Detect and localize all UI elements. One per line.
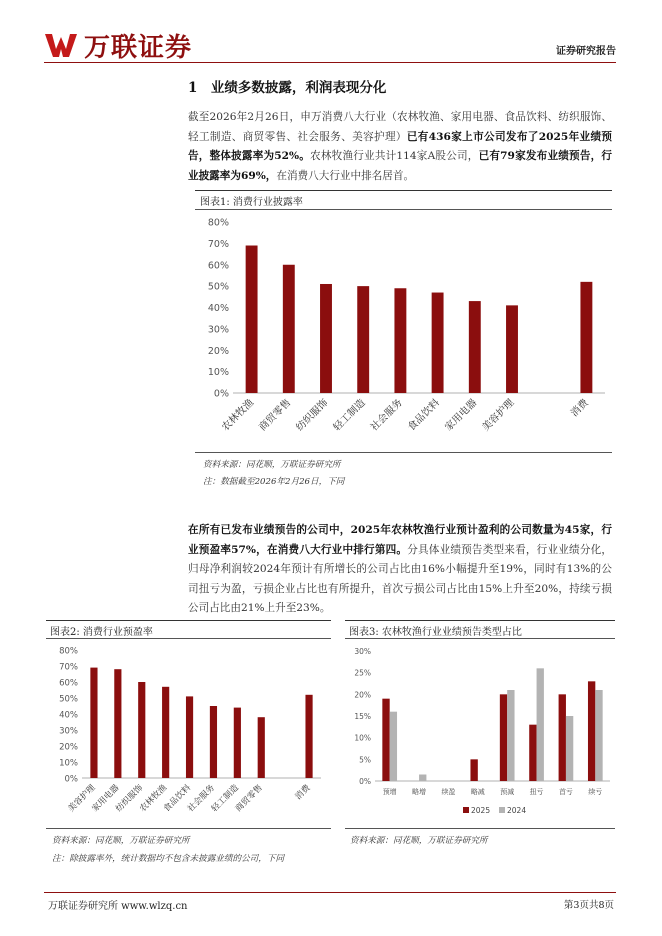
x-tick-label: 农林牧渔 <box>220 397 257 434</box>
y-tick-label: 30% <box>354 647 371 656</box>
paragraph-analysis-s1: 在所有已发布业绩预告的公司中，2025年农林牧渔行业预计盈利的公司数量为45家，行业预盈率57%，在消费八大行业中排行第四。 <box>188 524 612 556</box>
x-tick-label: 纺织服饰 <box>114 783 146 815</box>
legend-label: 2025 <box>471 806 491 815</box>
paragraph-intro-s2: 已有436家上市公司发布了2025年业绩预告，整体披露率为52%。 <box>188 130 612 162</box>
x-tick-label: 纺织服饰 <box>294 397 331 434</box>
y-tick-label: 20% <box>207 345 229 357</box>
x-tick-label: 续亏 <box>588 788 603 796</box>
fig2-top-rule <box>46 620 331 621</box>
y-tick-label: 40% <box>59 710 78 721</box>
y-tick-label: 10% <box>59 758 78 769</box>
fig1-top-rule <box>195 190 612 191</box>
x-tick-label: 商贸零售 <box>233 783 265 815</box>
company-logo <box>44 30 193 63</box>
bar-2025-预减 <box>500 694 507 781</box>
fig2-bottom-rule <box>46 828 331 829</box>
x-tick-label: 家用电器 <box>443 397 480 434</box>
bar-家用电器 <box>114 669 121 778</box>
y-tick-label: 25% <box>354 668 371 678</box>
y-tick-label: 80% <box>59 646 78 657</box>
bar-商贸零售 <box>258 717 265 778</box>
y-tick-label: 50% <box>207 281 229 293</box>
bar-2024-预减 <box>507 690 514 781</box>
x-tick-label: 农林牧渔 <box>138 783 170 815</box>
fig3-top-rule <box>345 620 615 621</box>
y-tick-label: 60% <box>207 260 229 272</box>
bar-消费 <box>305 695 312 778</box>
paragraph-analysis-s2: 分具体业绩预告类型来看，行业业绩分化，归母净利润较2024年预计有所增长的公司占比由16%小幅提升至19%，同时有13%的公司扭亏为盈，亏损企业占比也有所提升，首次亏损公司占比由15%上升至20%，持续亏损公司占比由21%上升至23%。 <box>188 543 612 614</box>
x-tick-label: 食品饮料 <box>161 783 194 815</box>
x-tick-label: 续盈 <box>441 788 456 796</box>
bar-食品饮料 <box>186 696 193 778</box>
x-tick-label: 食品饮料 <box>406 397 443 434</box>
bar-2025-扭亏 <box>529 725 536 781</box>
x-tick-label: 美容护理 <box>66 783 98 815</box>
bar-美容护理 <box>506 305 518 393</box>
y-tick-label: 5% <box>359 755 371 765</box>
fig1-title: 图表1: 消费行业披露率 <box>200 197 303 208</box>
fig3-bottom-rule <box>345 828 615 829</box>
bar-商贸零售 <box>283 265 295 393</box>
bar-纺织服饰 <box>138 682 145 778</box>
bar-2025-略减 <box>470 759 477 781</box>
x-tick-label: 社会服务 <box>185 783 218 815</box>
bar-轻工制造 <box>234 708 241 778</box>
legend-label: 2024 <box>507 806 527 815</box>
y-tick-label: 80% <box>207 217 229 229</box>
paragraph-intro <box>188 108 612 186</box>
fig2-title-rule <box>46 638 331 639</box>
header-divider <box>44 62 616 63</box>
bar-2024-续亏 <box>595 690 602 781</box>
bar-美容护理 <box>90 668 97 778</box>
bar-家用电器 <box>469 301 481 393</box>
x-tick-label: 消费 <box>293 783 313 803</box>
y-tick-label: 20% <box>354 690 371 700</box>
footer-divider <box>44 892 616 893</box>
paragraph-analysis <box>188 521 612 619</box>
paragraph-intro-s3: 农林牧渔行业共计114家A股公司， <box>310 150 479 162</box>
fig3-source: 资料来源：同花顺，万联证券研究所 <box>350 836 488 846</box>
y-tick-label: 10% <box>354 733 371 743</box>
x-tick-label: 社会服务 <box>368 397 405 434</box>
bar-2025-预增 <box>382 699 389 781</box>
x-tick-label: 家用电器 <box>90 783 122 815</box>
bar-2024-扭亏 <box>537 668 544 781</box>
bar-轻工制造 <box>357 286 369 393</box>
y-tick-label: 70% <box>207 238 229 250</box>
fig1-source: 资料来源：同花顺，万联证券研究所 <box>203 460 341 470</box>
bar-2024-预增 <box>390 712 397 781</box>
bar-农林牧渔 <box>246 246 258 393</box>
section-title: 1 业绩多数披露，利润表现分化 <box>188 80 387 96</box>
paragraph-intro-s5: 在消费八大行业中排名居首。 <box>276 169 415 182</box>
fig3-title: 图表3: 农林牧渔行业业绩预告类型占比 <box>349 627 522 638</box>
bar-2024-略增 <box>419 775 426 782</box>
fig2-source: 资料来源：同花顺，万联证券研究所 <box>52 836 190 846</box>
bar-纺织服饰 <box>320 284 332 393</box>
x-tick-label: 首亏 <box>558 788 573 796</box>
x-tick-label: 略增 <box>412 788 427 796</box>
bar-消费 <box>580 282 592 393</box>
legend-swatch-2025 <box>463 807 469 813</box>
bar-2025-首亏 <box>559 694 566 781</box>
brand-name: 万联证券 <box>84 32 193 63</box>
x-tick-label: 商贸零售 <box>257 397 294 434</box>
report-type-label: 证券研究报告 <box>556 46 616 57</box>
fig1-bottom-rule <box>195 452 612 453</box>
bar-社会服务 <box>210 706 217 778</box>
page-number: 第3页共8页 <box>563 900 614 911</box>
y-tick-label: 30% <box>207 324 229 336</box>
y-tick-label: 15% <box>354 712 371 721</box>
y-tick-label: 40% <box>207 303 229 314</box>
x-tick-label: 轻工制造 <box>209 783 241 815</box>
y-tick-label: 60% <box>59 678 78 689</box>
legend-swatch-2024 <box>499 807 505 813</box>
paragraph-intro-s1: 截至2026年2月26日，申万消费八大行业（农林牧渔、家用电器、食品饮料、纺织服饰、轻工制造、商贸零售、社会服务、美容护理） <box>188 111 612 143</box>
x-tick-label: 略减 <box>470 788 485 796</box>
bar-食品饮料 <box>432 293 444 393</box>
y-tick-label: 30% <box>59 726 78 737</box>
bar-2024-首亏 <box>566 716 573 781</box>
y-tick-label: 10% <box>207 367 229 379</box>
footer-website: 万联证券研究所 www.wlzq.cn <box>48 901 188 912</box>
y-tick-label: 0% <box>64 774 78 785</box>
chart-forecast-types <box>345 640 615 825</box>
x-tick-label: 预增 <box>382 788 397 796</box>
bar-农林牧渔 <box>162 687 169 778</box>
y-tick-label: 0% <box>359 777 371 786</box>
y-tick-label: 70% <box>59 662 78 673</box>
fig3-title-rule <box>345 638 615 639</box>
chart-disclosure-rate <box>195 210 612 448</box>
y-tick-label: 20% <box>59 742 78 753</box>
x-tick-label: 预减 <box>500 788 515 796</box>
bar-2025-续亏 <box>588 681 595 781</box>
paragraph-intro-s4: 已有79家发布业绩预告，行业披露率为69%， <box>188 150 612 182</box>
x-tick-label: 消费 <box>568 397 591 420</box>
x-tick-label: 美容护理 <box>480 397 517 434</box>
y-tick-label: 50% <box>59 694 78 705</box>
bar-社会服务 <box>394 288 406 393</box>
fig2-title: 图表2: 消费行业预盈率 <box>50 627 153 638</box>
y-tick-label: 0% <box>213 388 229 400</box>
chart-profit-rate <box>46 640 331 825</box>
logo-w-icon <box>44 31 80 59</box>
fig2-note: 注：除披露率外，统计数据均不包含未披露业绩的公司，下同 <box>52 854 285 864</box>
x-tick-label: 扭亏 <box>529 788 544 796</box>
x-tick-label: 轻工制造 <box>331 397 368 434</box>
fig1-note: 注：数据截至2026年2月26日，下同 <box>203 477 345 487</box>
